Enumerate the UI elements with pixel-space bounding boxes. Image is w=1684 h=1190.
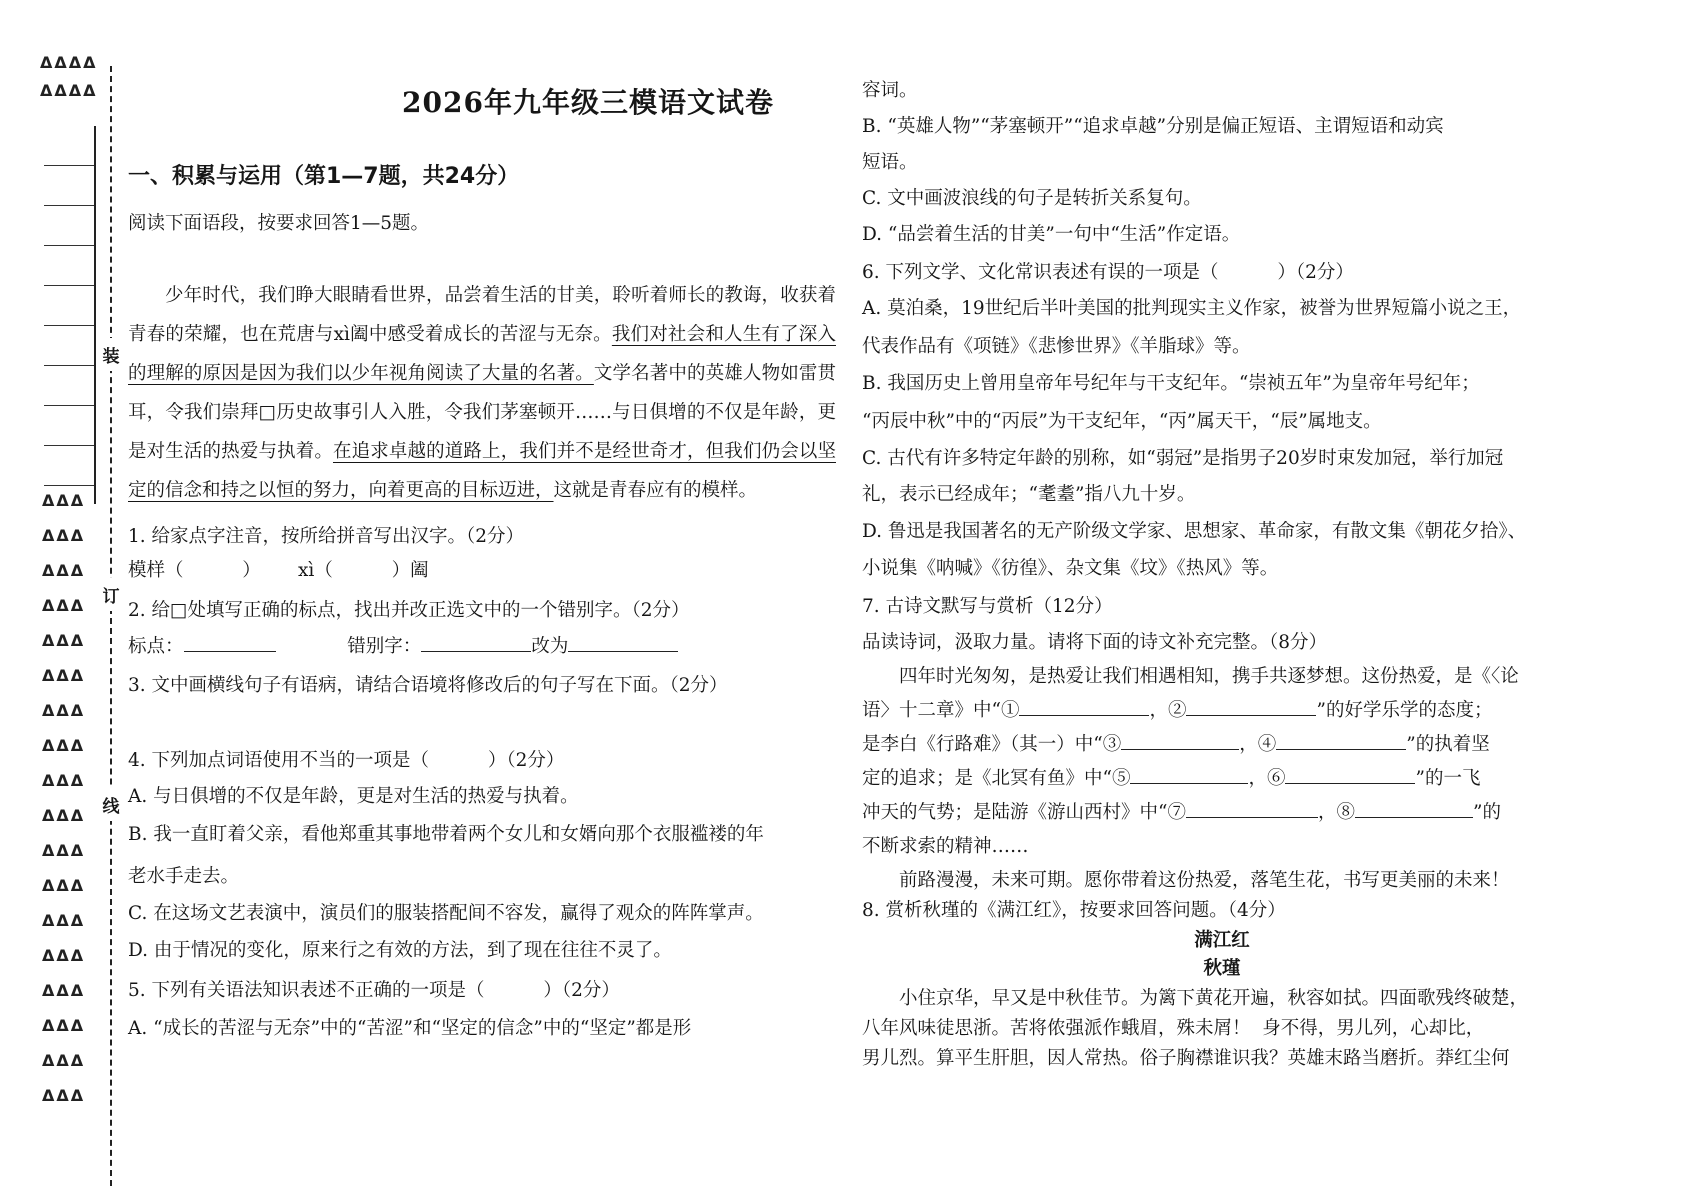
exam-title: 2026年九年级三模语文试卷 <box>402 86 774 119</box>
question-6-option-d: D. 鲁迅是我国著名的无产阶级文学家、思想家、革命家，有散文集《朝花夕拾》、 <box>862 521 1527 542</box>
question-8-stem: 8. 赏析秋瑾的《满江红》，按要求回答问题。（4分） <box>862 900 1286 921</box>
correction-label: 改为 <box>531 636 569 657</box>
question-3-stem: 3. 文中画横线句子有语病，请结合语境将修改后的句子写在下面。（2分） <box>128 675 728 696</box>
question-5-option-a-cont: 容词。 <box>862 80 918 101</box>
fill-blank-6[interactable] <box>1285 766 1415 784</box>
fill-blank-8[interactable] <box>1355 800 1473 818</box>
passage-text: 文学名著中的英雄人物如雷贯耳，令我们崇拜□历史故事引人入胜，令我们茅塞顿开……与日俱增的不仅是年龄，更是对生活的热爱与执着。 <box>128 363 836 462</box>
question-4-option-b: B. 我一直盯着父亲，看他郑重其事地带着两个女儿和女婿向那个衣服褴褛的年 <box>128 824 764 845</box>
question-6-stem: 6. 下列文学、文化常识表述有误的一项是（ ）（2分） <box>862 262 1354 283</box>
question-5-option-c: C. 文中画波浪线的句子是转折关系复句。 <box>862 188 1202 209</box>
binding-dashed-line <box>110 66 112 1186</box>
triangle-row: ΔΔΔ <box>42 736 86 755</box>
fill-text: ，② <box>1149 700 1187 721</box>
answer-blank[interactable] <box>568 634 678 652</box>
info-line <box>44 206 94 246</box>
triangle-row: ΔΔΔ <box>42 1016 86 1035</box>
info-line <box>44 166 94 206</box>
info-line <box>44 446 94 486</box>
question-2-stem: 2. 给□处填写正确的标点，找出并改正选文中的一个错别字。（2分） <box>128 600 690 621</box>
question-7-text-line: 四年时光匆匆，是热爱让我们相遇相知，携手共逐梦想。这份热爱，是《〈论 <box>899 666 1519 687</box>
fill-text: 冲天的气势；是陆游《游山西村》中“⑦ <box>862 802 1186 823</box>
triangle-row: ΔΔΔ <box>42 946 86 965</box>
triangle-row: ΔΔΔ <box>42 1086 86 1105</box>
question-1-stem: 1. 给家点字注音，按所给拼音写出汉字。（2分） <box>128 526 525 547</box>
question-5-option-d: D. “品尝着生活的甘美”一句中“生活”作定语。 <box>862 224 1241 245</box>
student-info-box <box>44 126 96 504</box>
triangle-row: ΔΔΔ <box>42 806 86 825</box>
poem-line: 小住京华，早又是中秋佳节。为篱下黄花开遍，秋容如拭。四面歌残终破楚， <box>899 988 1529 1009</box>
info-line <box>44 366 94 406</box>
question-7-text-line <box>862 794 1501 831</box>
triangle-row: ΔΔΔ <box>42 526 86 545</box>
question-7-text-line <box>862 726 1490 763</box>
info-line <box>44 126 94 166</box>
poem-author: 秋瑾 <box>1203 958 1241 979</box>
passage-underlined-sentence: 在追求卓越的道路上，我们并不是经世奇才，但我们仍会以坚定的信念和持之以恒的努力，向着更高的目标迈进， <box>128 441 836 501</box>
question-4-option-d: D. 由于情况的变化，原来行之有效的方法，到了现在往往不灵了。 <box>128 940 672 961</box>
question-7-text-line <box>862 692 1492 729</box>
triangle-row: ΔΔΔ <box>42 911 86 930</box>
binding-label-xian: 线 <box>97 788 125 821</box>
question-5-option-b-cont: 短语。 <box>862 152 918 173</box>
triangle-row: ΔΔΔ <box>42 666 86 685</box>
fill-text: 是李白《行路难》（其一）中“③ <box>862 734 1122 755</box>
question-4-stem: 4. 下列加点词语使用不当的一项是（ ）（2分） <box>128 750 565 771</box>
question-5-option-b: B. “英雄人物”“茅塞顿开”“追求卓越”分别是偏正短语、主谓短语和动宾 <box>862 116 1444 137</box>
question-6-option-d-cont: 小说集《呐喊》《彷徨》、杂文集《坟》《热风》等。 <box>862 558 1279 579</box>
fill-blank-5[interactable] <box>1130 766 1248 784</box>
poem-title: 满江红 <box>1194 930 1250 951</box>
binding-label-ding: 订 <box>97 578 125 611</box>
question-5-stem: 5. 下列有关语法知识表述不正确的一项是（ ）（2分） <box>128 980 620 1001</box>
binding-triangles-top <box>40 54 98 100</box>
binding-triangles-bottom <box>42 492 85 1122</box>
question-6-option-a-cont: 代表作品有《项链》《悲惨世界》《羊脂球》等。 <box>862 336 1251 357</box>
question-4-option-a: A. 与日俱增的不仅是年龄，更是对生活的热爱与执着。 <box>128 786 579 807</box>
triangle-row: ΔΔΔ <box>42 771 86 790</box>
poem-line: 男儿烈。算平生肝胆，因人常热。俗子胸襟谁识我？英雄末路当磨折。莽红尘何 <box>862 1048 1510 1069</box>
question-2-answer-line <box>128 628 678 665</box>
triangle-row: ΔΔΔ <box>42 981 86 1000</box>
fill-text: ”的执着坚 <box>1406 734 1490 755</box>
info-line <box>44 326 94 366</box>
triangle-row: ΔΔΔ <box>42 1051 86 1070</box>
fill-blank-1[interactable] <box>1019 698 1149 716</box>
question-6-option-b-cont: “丙辰中秋”中的“丙辰”为干支纪年，“丙”属天干，“辰”属地支。 <box>862 411 1382 432</box>
passage-text: 少年时代，我们睁大眼睛看世界，品尝着生活的甘美，聆听着师长的教诲，收获着青春的荣耀，也在荒唐与xì阖中感受着成长的苦涩与无奈。 <box>128 285 836 345</box>
info-line <box>44 406 94 446</box>
triangle-row: ΔΔΔ <box>42 596 86 615</box>
passage-text: 这就是青春应有的模样。 <box>553 480 758 501</box>
question-5-option-a: A. “成长的苦涩与无奈”中的“苦涩”和“坚定的信念”中的“坚定”都是形 <box>128 1018 692 1039</box>
info-line <box>44 246 94 286</box>
question-1-part-b: xì（ ）阖 <box>298 560 429 581</box>
triangle-row: ΔΔΔ <box>42 841 86 860</box>
fill-text: ，④ <box>1239 734 1277 755</box>
triangle-row: ΔΔΔ <box>42 491 86 510</box>
binding-label-zhuang: 装 <box>97 338 125 371</box>
fill-text: ”的一飞 <box>1415 768 1481 789</box>
question-6-option-a: A. 莫泊桑，19世纪后半叶美国的批判现实主义作家，被誉为世界短篇小说之王， <box>862 298 1522 319</box>
fill-text: 定的追求；是《北冥有鱼》中“⑤ <box>862 768 1131 789</box>
answer-blank[interactable] <box>184 634 276 652</box>
fill-blank-7[interactable] <box>1186 800 1318 818</box>
triangle-row: ΔΔΔ <box>42 561 86 580</box>
question-7-closing-line: 前路漫漫，未来可期。愿你带着这份热爱，落笔生花，书写更美丽的未来！ <box>899 870 1510 891</box>
question-6-option-b: B. 我国历史上曾用皇帝年号纪年与干支纪年。“崇祯五年”为皇帝年号纪年； <box>862 373 1480 394</box>
binding-margin <box>30 48 120 1188</box>
question-1-part-a: 模样（ ） <box>128 560 261 581</box>
reading-instruction: 阅读下面语段，按要求回答1—5题。 <box>128 213 430 234</box>
question-4-option-c: C. 在这场文艺表演中，演员们的服装搭配间不容发，赢得了观众的阵阵掌声。 <box>128 903 764 924</box>
question-7-text-line <box>862 760 1480 797</box>
fill-text: ”的好学乐学的态度； <box>1316 700 1493 721</box>
fill-text: ，⑥ <box>1248 768 1286 789</box>
question-7-text-line: 不断求索的精神…… <box>862 836 1029 857</box>
question-6-option-c: C. 古代有许多特定年龄的别称，如“弱冠”是指男子20岁时束发加冠，举行加冠 <box>862 448 1504 469</box>
fill-text: 语〉十二章》中“① <box>862 700 1020 721</box>
triangle-row: ΔΔΔ <box>42 876 86 895</box>
question-4-option-b-cont: 老水手走去。 <box>128 866 240 887</box>
triangle-row: ΔΔΔΔ <box>40 53 98 72</box>
question-7-subprompt: 品读诗词，汲取力量。请将下面的诗文补充完整。（8分） <box>862 632 1328 653</box>
fill-text: ”的 <box>1472 802 1501 823</box>
section-heading: 一、积累与运用（第1—7题，共24分） <box>128 164 520 189</box>
fill-blank-4[interactable] <box>1276 732 1406 750</box>
poem-line: 八年风味徒思浙。苦将侬强派作蛾眉，殊未屑！ 身不得，男儿列，心却比， <box>862 1018 1485 1039</box>
info-line <box>44 286 94 326</box>
fill-blank-2[interactable] <box>1186 698 1316 716</box>
answer-blank[interactable] <box>421 634 531 652</box>
question-6-option-c-cont: 礼，表示已经成年；“耄耋”指八九十岁。 <box>862 484 1196 505</box>
passage-underlined-sentence: 我们对社会和人生有了深入的理解的原因是因为我们以少年视角阅读了大量的名著。 <box>128 324 836 384</box>
triangle-row: ΔΔΔΔ <box>40 81 98 100</box>
triangle-row: ΔΔΔ <box>42 631 86 650</box>
reading-passage <box>128 276 836 510</box>
fill-text: ，⑧ <box>1317 802 1355 823</box>
punctuation-label: 标点： <box>128 636 184 657</box>
triangle-row: ΔΔΔ <box>42 701 86 720</box>
question-7-stem: 7. 古诗文默写与赏析（12分） <box>862 596 1113 617</box>
fill-blank-3[interactable] <box>1121 732 1239 750</box>
typo-label: 错别字： <box>347 636 422 657</box>
